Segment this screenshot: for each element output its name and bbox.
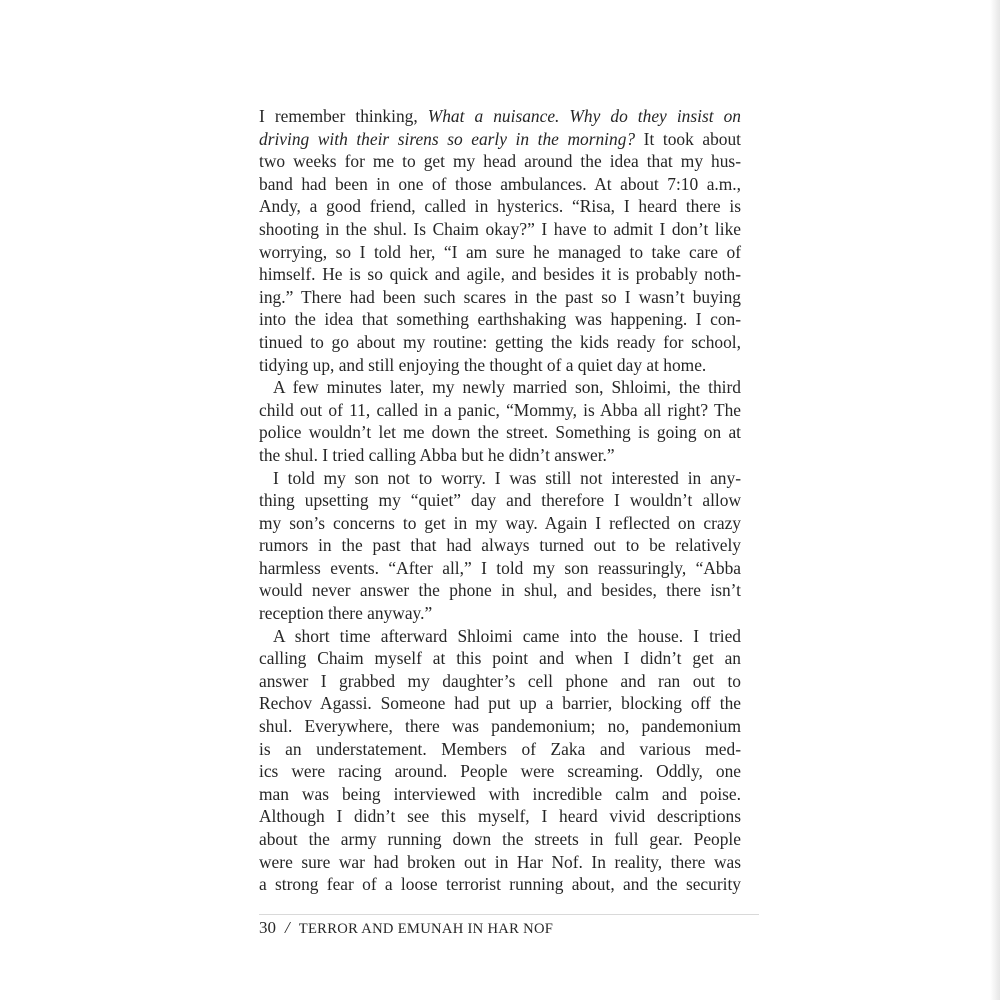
text-line [259, 738, 741, 761]
text-line [259, 308, 741, 331]
text-line [259, 805, 741, 828]
text-line [259, 421, 741, 444]
line-text: ing.” There had been such scares in the past so I wasn’t buying [259, 286, 741, 307]
text-line [259, 467, 741, 490]
line-text: answer I grabbed my daughter’s cell phone and ran out to [259, 670, 741, 691]
text-line [259, 489, 741, 512]
line-text: rumors in the past that had always turned out to be relatively [259, 535, 741, 556]
line-text: thing upsetting my “quiet” day and therefore I wouldn’t allow [259, 490, 741, 511]
line-text: calling Chaim myself at this point and when I didn’t get an [259, 648, 741, 669]
line-text: would never answer the phone in shul, and besides, there isn’t [259, 580, 741, 601]
text-line [259, 150, 741, 173]
text-line [259, 783, 741, 806]
line-text: I told my son not to worry. I was still not interested in any- [273, 467, 741, 488]
italic-text: driving with their sirens so early in the morning? [259, 128, 636, 149]
line-text: tinued to go about my routine: getting the kids ready for school, [259, 331, 741, 352]
line-text: shul. Everywhere, there was pandemonium; no, pandemonium [259, 716, 741, 737]
text-line [259, 376, 741, 399]
line-text: tidying up, and still enjoying the thought of a quiet day at home. [259, 354, 707, 375]
italic-text: What a nuisance. Why do they insist on [427, 106, 741, 126]
line-text: Although I didn’t see this myself, I heard vivid descriptions [259, 806, 741, 827]
page-footer [259, 918, 553, 938]
text-line [259, 218, 741, 241]
page-number: 30 [259, 918, 276, 937]
text-line [259, 579, 741, 602]
line-text: It took about [635, 128, 741, 149]
text-line [259, 760, 741, 783]
line-text: band had been in one of those ambulances. At about 7:10 a.m., [259, 173, 741, 194]
text-line [259, 625, 741, 648]
line-text: two weeks for me to get my head around the idea that my hus- [259, 151, 741, 172]
line-text: harmless events. “After all,” I told my son reassuringly, “Abba [259, 557, 741, 578]
line-text: shooting in the shul. Is Chaim okay?” I have to admit I don’t like [259, 218, 741, 239]
text-line [259, 692, 741, 715]
text-line [259, 670, 741, 693]
text-line [259, 195, 741, 218]
line-text: worrying, so I told her, “I am sure he managed to take care of [259, 241, 741, 262]
text-line [259, 263, 741, 286]
text-line [259, 851, 741, 874]
text-line [259, 873, 741, 896]
line-text: Andy, a good friend, called in hysterics. “Risa, I heard there is [259, 196, 741, 217]
line-text: a strong fear of a loose terrorist running about, and the security [259, 874, 741, 895]
text-line [259, 828, 741, 851]
line-text: were sure war had broken out in Har Nof. In reality, there was [259, 851, 741, 872]
line-text: my son’s concerns to get in my way. Again I reflected on crazy [259, 512, 741, 533]
line-text: into the idea that something earthshaking was happening. I con- [259, 309, 741, 330]
body-text [259, 105, 741, 896]
line-text: is an understatement. Members of Zaka and various med- [259, 738, 741, 759]
line-text: about the army running down the streets in full gear. People [259, 829, 741, 849]
text-line [259, 444, 741, 467]
text-line [259, 331, 741, 354]
line-text: the shul. I tried calling Abba but he didn’t answer.” [259, 444, 615, 465]
text-line [259, 512, 741, 535]
footer-separator: / [285, 918, 290, 937]
text-line [259, 602, 741, 625]
running-head: TERROR AND EMUNAH IN HAR NOF [298, 921, 554, 937]
text-line [259, 715, 741, 738]
line-text: man was being interviewed with incredible calm and poise. [259, 783, 741, 804]
line-text: A few minutes later, my newly married son, Shloimi, the third [273, 377, 741, 398]
line-text: himself. He is so quick and agile, and besides it is probably noth- [259, 264, 741, 285]
line-text: I remember thinking, [259, 106, 428, 126]
text-line [259, 534, 741, 557]
line-text: ics were racing around. People were screaming. Oddly, one [259, 761, 741, 782]
text-line [259, 557, 741, 580]
footer-rule [259, 914, 759, 915]
line-text: police wouldn’t let me down the street. Something is going on at [259, 422, 741, 443]
text-line [259, 354, 741, 377]
line-text: child out of 11, called in a panic, “Mommy, is Abba all right? The [259, 399, 741, 420]
text-line [259, 241, 741, 264]
text-line [259, 128, 741, 151]
text-line [259, 286, 741, 309]
line-text: A short time afterward Shloimi came into the house. I tried [273, 625, 741, 646]
line-text: Rechov Agassi. Someone had put up a barrier, blocking off the [259, 693, 741, 714]
text-line [259, 399, 741, 422]
line-text: reception there anyway.” [259, 603, 433, 624]
text-line [259, 647, 741, 670]
text-line [259, 173, 741, 196]
text-line [259, 105, 741, 128]
page-edge-shadow [990, 0, 1000, 1000]
